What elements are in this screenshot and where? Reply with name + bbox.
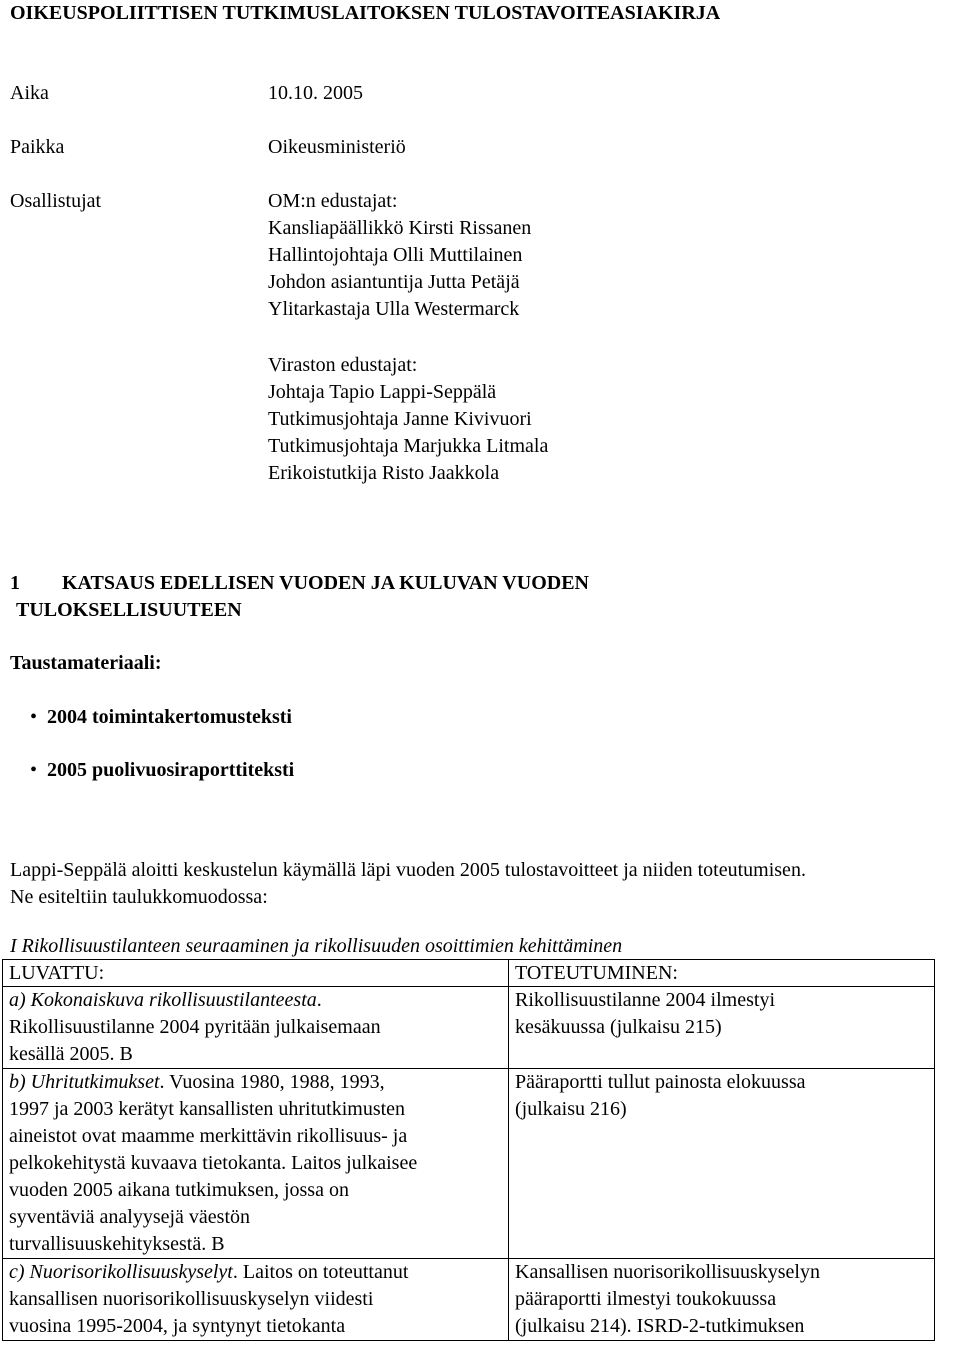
realized-cell — [509, 987, 935, 1069]
item-title-rest: . Vuosina 1980, 1988, 1993, — [159, 1071, 385, 1093]
participant: Kansliapäällikkö Kirsti Rissanen — [268, 217, 532, 239]
table-row — [3, 987, 935, 1069]
cell-line: Kansallisen nuorisorikollisuuskyselyn — [515, 1261, 820, 1283]
background-item: 2005 puolivuosiraporttiteksti — [47, 759, 295, 781]
cell-line: kansallisen nuorisorikollisuuskyselyn viidesti — [9, 1288, 374, 1310]
cell-line: pelkokehitystä kuvaava tietokanta. Laitos julkaisee — [9, 1152, 418, 1174]
cell-line: vuosina 1995-2004, ja syntynyt tietokanta — [9, 1315, 346, 1337]
participant: Johdon asiantuntija Jutta Petäjä — [268, 271, 520, 293]
participants-virasto — [268, 352, 548, 487]
aika-value: 10.10. 2005 — [268, 82, 363, 104]
cell-line: vuoden 2005 aikana tutkimuksen, jossa on — [9, 1179, 349, 1201]
bullet-dot: • — [30, 706, 38, 728]
osallistujat-label: Osallistujat — [10, 190, 102, 212]
cell-line: kesäkuussa (julkaisu 215) — [515, 1016, 722, 1038]
item-title-rest: . Laitos on toteuttanut — [232, 1261, 409, 1283]
virasto-header: Viraston edustajat: — [268, 354, 418, 376]
participant: Tutkimusjohtaja Janne Kivivuori — [268, 408, 532, 430]
item-title-end: . — [316, 989, 322, 1011]
table-row — [3, 1069, 935, 1259]
cell-line: 1997 ja 2003 kerätyt kansallisten uhritutkimusten — [9, 1098, 406, 1120]
paragraph-line: Lappi-Seppälä aloitti keskustelun käymällä läpi vuoden 2005 tulostavoitteet ja niiden toteutumisen. — [10, 859, 806, 881]
cell-line: turvallisuuskehityksestä. B — [9, 1233, 225, 1255]
aika-label: Aika — [10, 82, 49, 104]
participant: Tutkimusjohtaja Marjukka Litmala — [268, 435, 549, 457]
header-promised: LUVATTU: — [3, 960, 509, 987]
cell-line: Rikollisuustilanne 2004 ilmestyi — [515, 989, 775, 1011]
participant: Johtaja Tapio Lappi-Seppälä — [268, 381, 497, 403]
item-title: a) Kokonaiskuva rikollisuustilanteesta — [9, 989, 317, 1011]
section-title-line2: TULOKSELLISUUTEEN — [16, 599, 242, 621]
cell-line — [9, 987, 502, 1014]
cell-line: (julkaisu 216) — [515, 1098, 627, 1120]
item-title: b) Uhritutkimukset — [9, 1071, 160, 1093]
participant: Hallintojohtaja Olli Muttilainen — [268, 244, 523, 266]
table-row — [3, 1259, 935, 1341]
paragraph-line: Ne esiteltiin taulukkomuodossa: — [10, 886, 268, 908]
participant: Ylitarkastaja Ulla Westermarck — [268, 298, 520, 320]
paikka-value: Oikeusministeriö — [268, 136, 406, 158]
promised-cell — [3, 1069, 509, 1259]
background-label: Taustamateriaali: — [10, 652, 162, 674]
cell-line: pääraportti ilmestyi toukokuussa — [515, 1288, 777, 1310]
table-caption: I Rikollisuustilanteen seuraaminen ja rikollisuuden osoittimien kehittäminen — [10, 935, 623, 957]
bullet-dot: • — [30, 759, 38, 781]
cell-line: syventäviä analyysejä väestön — [9, 1206, 251, 1228]
participant: Erikoistutkija Risto Jaakkola — [268, 462, 500, 484]
promised-cell — [3, 1259, 509, 1341]
cell-line: aineistot ovat maamme merkittävin rikollisuus- ja — [9, 1125, 408, 1147]
results-table — [2, 959, 935, 1341]
cell-line — [9, 1259, 502, 1286]
header-realized: TOTEUTUMINEN: — [509, 960, 935, 987]
om-header: OM:n edustajat: — [268, 190, 398, 212]
realized-cell — [509, 1259, 935, 1341]
cell-line: (julkaisu 214). ISRD-2-tutkimuksen — [515, 1315, 805, 1337]
section-title-line1: KATSAUS EDELLISEN VUODEN JA KULUVAN VUODEN — [62, 572, 589, 594]
section-number: 1 — [10, 572, 20, 594]
cell-line: kesällä 2005. B — [9, 1043, 133, 1065]
cell-line — [9, 1069, 502, 1096]
document-title: OIKEUSPOLIITTISEN TUTKIMUSLAITOKSEN TULOSTAVOITEASIAKIRJA — [10, 2, 721, 24]
background-item: 2004 toimintakertomusteksti — [47, 706, 292, 728]
cell-line: Rikollisuustilanne 2004 pyritään julkaisemaan — [9, 1016, 381, 1038]
item-title: c) Nuorisorikollisuuskyselyt — [9, 1261, 233, 1283]
section-heading — [10, 570, 589, 624]
cell-line: Pääraportti tullut painosta elokuussa — [515, 1071, 806, 1093]
participants-om — [268, 188, 531, 323]
realized-cell — [509, 1069, 935, 1259]
intro-paragraph — [10, 857, 806, 911]
promised-cell — [3, 987, 509, 1069]
table-header-row — [3, 960, 935, 987]
paikka-label: Paikka — [10, 136, 65, 158]
